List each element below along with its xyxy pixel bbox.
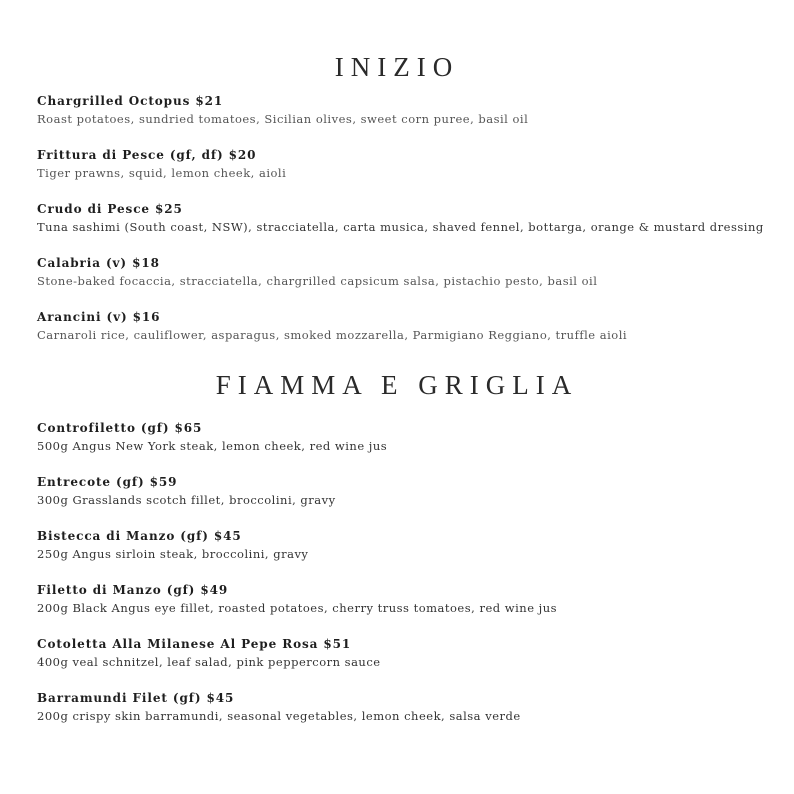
menu-item-name: Filetto di Manzo (gf) $49 xyxy=(37,583,229,597)
section-title-fiamma-e-griglia: FIAMMA E GRIGLIA xyxy=(215,370,579,400)
menu-item-description: Stone-baked focaccia, stracciatella, chargrilled capsicum salsa, pistachio pesto, basil oil xyxy=(37,274,598,288)
menu-item-name: Barramundi Filet (gf) $45 xyxy=(37,691,235,705)
section-title-inizio: INIZIO xyxy=(334,52,460,82)
menu-item-description: Carnaroli rice, cauliflower, asparagus, smoked mozzarella, Parmigiano Reggiano, truffle aioli xyxy=(37,328,628,342)
menu-item-description: 200g crispy skin barramundi, seasonal vegetables, lemon cheek, salsa verde xyxy=(37,709,521,723)
menu-item-name: Entrecote (gf) $59 xyxy=(37,475,178,489)
menu-item-name: Calabria (v) $18 xyxy=(37,256,160,270)
menu-item-name: Controfiletto (gf) $65 xyxy=(37,421,203,435)
menu-item-description: Tiger prawns, squid, lemon cheek, aioli xyxy=(37,166,287,180)
menu-item-description: 250g Angus sirloin steak, broccolini, gravy xyxy=(37,547,309,561)
menu-item-name: Bistecca di Manzo (gf) $45 xyxy=(37,529,242,543)
menu-item xyxy=(37,147,767,181)
menu-item xyxy=(37,309,767,343)
menu-item-name: Frittura di Pesce (gf, df) $20 xyxy=(37,148,257,162)
menu-item xyxy=(37,474,767,508)
menu-item-description: 300g Grasslands scotch fillet, broccolini, gravy xyxy=(37,493,336,507)
menu-item xyxy=(37,93,767,127)
menu-item-name: Arancini (v) $16 xyxy=(37,310,161,324)
menu-item xyxy=(37,420,767,454)
menu-item-description: Roast potatoes, sundried tomatoes, Sicilian olives, sweet corn puree, basil oil xyxy=(37,112,529,126)
menu-item xyxy=(37,690,767,724)
menu-item xyxy=(37,255,767,289)
menu-item-description: 400g veal schnitzel, leaf salad, pink peppercorn sauce xyxy=(37,655,381,669)
menu-item-name: Chargrilled Octopus $21 xyxy=(37,94,224,108)
menu-item xyxy=(37,582,767,616)
menu-item-description: 200g Black Angus eye fillet, roasted potatoes, cherry truss tomatoes, red wine jus xyxy=(37,601,558,615)
menu-item xyxy=(37,636,767,670)
menu-item xyxy=(37,528,767,562)
menu-item-name: Cotoletta Alla Milanese Al Pepe Rosa $51 xyxy=(37,637,352,651)
menu-item-description: 500g Angus New York steak, lemon cheek, red wine jus xyxy=(37,439,388,453)
menu-item xyxy=(37,201,767,235)
menu-item-name: Crudo di Pesce $25 xyxy=(37,202,183,216)
menu-item-description: Tuna sashimi (South coast, NSW), stracciatella, carta musica, shaved fennel, bottarga, orange & mustard dressing xyxy=(37,220,764,234)
